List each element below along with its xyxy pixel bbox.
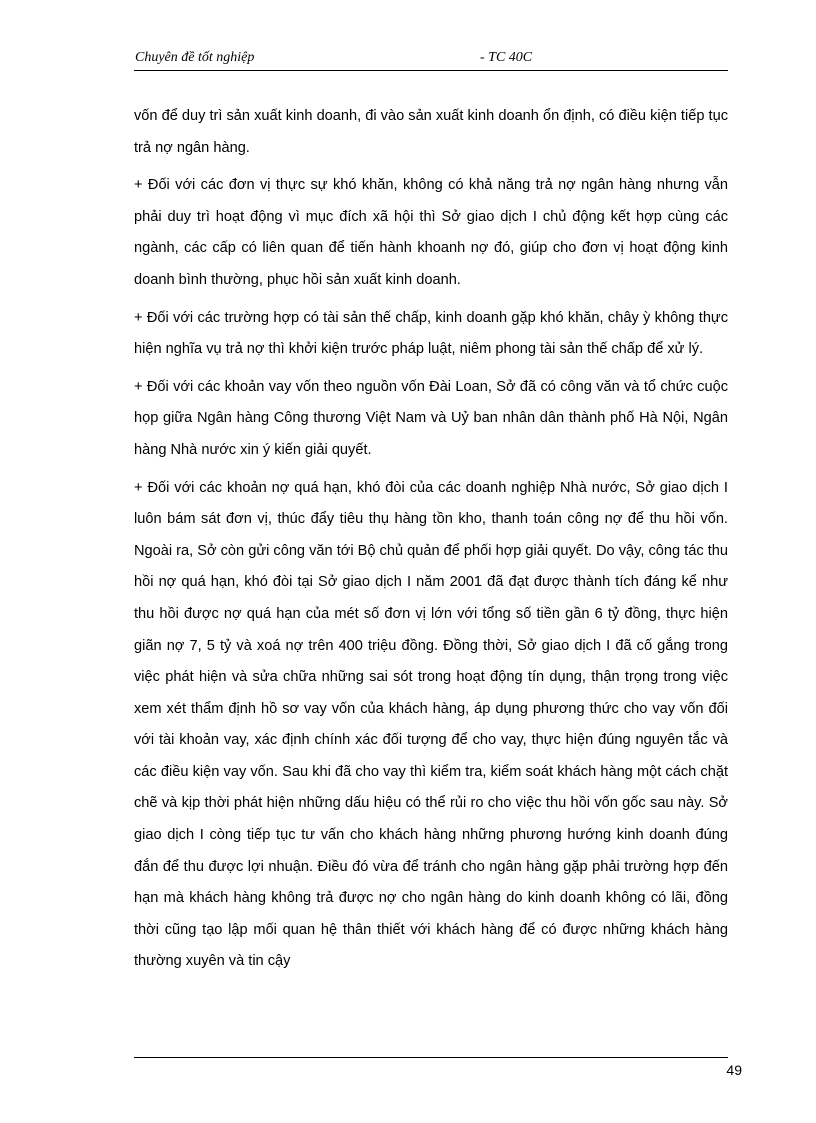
- paragraph: + Đối với các trường hợp có tài sản thế chấp, kinh doanh gặp khó khăn, chây ỳ không thực hiện nghĩa vụ trả nợ thì khởi kiện trước pháp luật, niêm phong tài sản thế chấp để xử lý.: [134, 309, 728, 358]
- page-header: [134, 46, 728, 71]
- page-number: 49: [726, 1062, 742, 1078]
- paragraph: + Đối với các khoản nợ quá hạn, khó đòi của các doanh nghiệp Nhà nước, Sở giao dịch I luôn bám sát đơn vị, thúc đẩy tiêu thụ hàng tồn kho, thanh toán công nợ để thu hồi vốn. Ngoài ra, Sở còn gửi công văn tới Bộ chủ quản để phối hợp giải quyết. Do vậy, công tác thu hồi nợ quá hạn, khó đòi tại Sở giao dịch I năm 2001 đã đạt được thành tích đáng kể như thu hồi được nợ quá hạn của mét số đơn vị lớn với tổng số tiền gần 6 tỷ đồng, thực hiện giãn nợ 7, 5 tỷ và xoá nợ trên 400 triệu đồng. Đồng thời, Sở giao dịch I đã cố gắng trong việc phát hiện và sửa chữa những sai sót trong hoạt động tín dụng, thận trọng trong việc xem xét thẩm định hồ sơ vay vốn của khách hàng, áp dụng phương thức cho vay vốn đối với tài khoản vay, xác định chính xác đối tượng để cho vay, thực hiện đúng nguyên tắc và các điều kiện vay vốn. Sau khi đã cho vay thì kiểm tra, kiểm soát khách hàng một cách chặt chẽ và kịp thời phát hiện những dấu hiệu có thể rủi ro cho việc thu hồi vốn gốc sau này. Sở giao dịch I còng tiếp tục tư vấn cho khách hàng những phương hướng kinh doanh đúng đắn để thu được lợi nhuận. Điều đó vừa để tránh cho ngân hàng gặp phải trường hợp đến hạn mà khách hàng không trả được nợ cho ngân hàng do kinh doanh không có lãi, đồng thời cũng tạo lập mối quan hệ thân thiết với khách hàng để có được những khách hàng thường xuyên và tin cậy: [134, 479, 728, 970]
- paragraph: + Đối với các đơn vị thực sự khó khăn, không có khả năng trả nợ ngân hàng nhưng vẫn phải duy trì hoạt động vì mục đích xã hội thì Sở giao dịch I chủ động kết hợp cùng các ngành, các cấp có liên quan để tiến hành khoanh nợ đó, giúp cho đơn vị hoạt động kinh doanh bình thường, phục hồi sản xuất kinh doanh.: [134, 177, 728, 288]
- header-class-code: - TC 40C: [480, 50, 533, 65]
- footer-divider: [134, 1057, 728, 1058]
- paragraph: + Đối với các khoản vay vốn theo nguồn vốn Đài Loan, Sở đã có công văn và tổ chức cuộc họp giữa Ngân hàng Công thương Việt Nam và Uỷ ban nhân dân thành phố Hà Nội, Ngân hàng Nhà nước xin ý kiến giải quyết.: [134, 378, 728, 458]
- header-document-title: Chuyên đề tốt nghiệp: [135, 50, 255, 65]
- document-body: [134, 101, 728, 984]
- paragraph: vốn để duy trì sản xuất kinh doanh, đi vào sản xuất kinh doanh ổn định, có điều kiện tiếp tục trả nợ ngân hàng.: [134, 108, 728, 156]
